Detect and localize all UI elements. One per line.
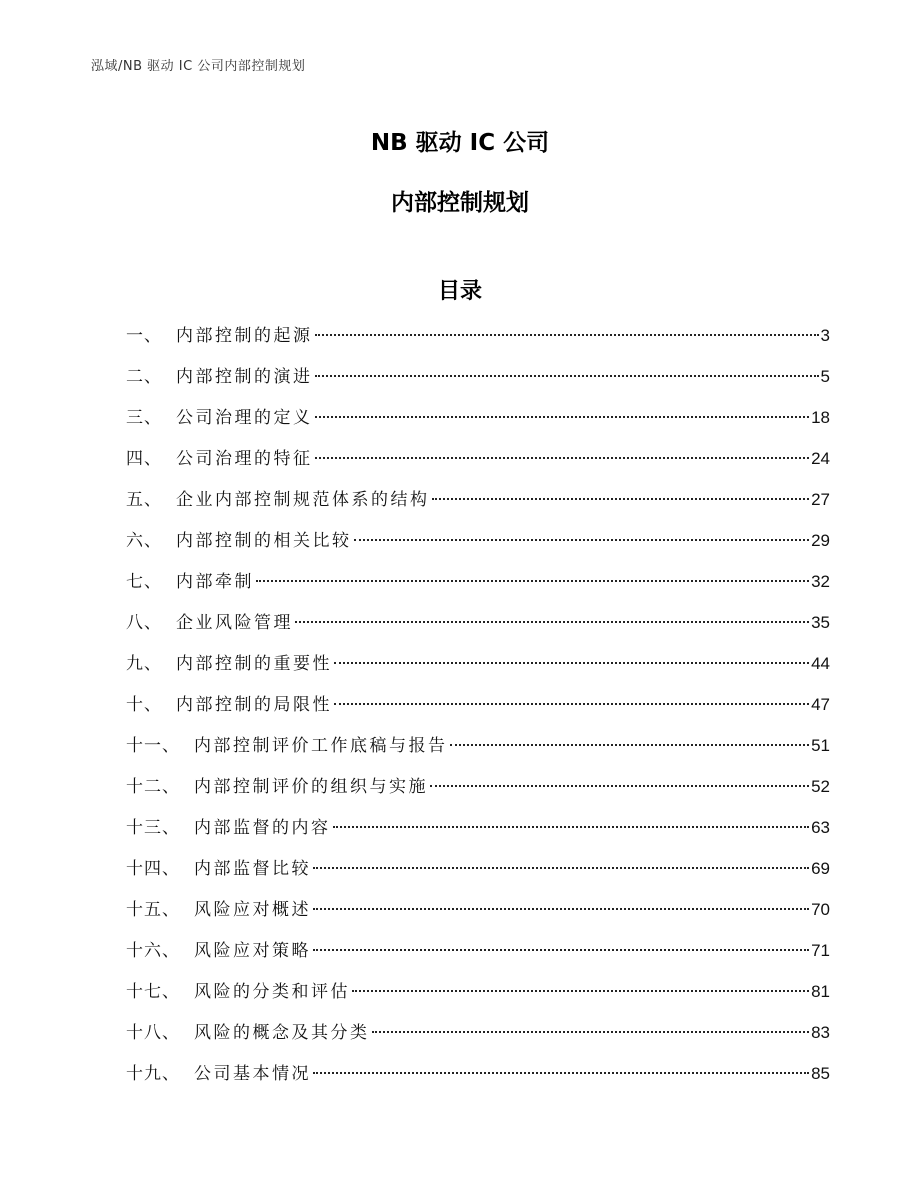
toc-entry-number: 二、 [126, 367, 162, 387]
toc-entry-title: 内部监督的内容 [194, 818, 331, 838]
toc-entry[interactable] [126, 570, 830, 611]
toc-entry-title: 内部控制的相关比较 [176, 531, 352, 551]
toc-entry-number: 十九、 [126, 1064, 180, 1084]
toc-leader-dots [313, 867, 809, 869]
toc-leader-dots [313, 949, 809, 951]
toc-entry[interactable] [126, 611, 830, 652]
toc-entry-page: 85 [811, 1064, 830, 1083]
toc-leader-dots [315, 334, 819, 336]
toc-entry-page: 69 [811, 859, 830, 878]
toc-entry[interactable] [126, 775, 830, 816]
toc-leader-dots [313, 1072, 809, 1074]
document-subtitle: 内部控制规划 [391, 190, 529, 216]
toc-entry-number: 十一、 [126, 736, 180, 756]
toc-entry-number: 十、 [126, 695, 162, 715]
toc-leader-dots [334, 703, 809, 705]
toc-entry-title: 内部控制评价的组织与实施 [194, 777, 428, 797]
toc-entry[interactable] [126, 898, 830, 939]
toc-entry[interactable] [126, 488, 830, 529]
toc-entry-title: 风险的概念及其分类 [194, 1023, 370, 1043]
toc-entry-title: 风险的分类和评估 [194, 982, 350, 1002]
toc-entry-page: 47 [811, 695, 830, 714]
toc-entry-page: 71 [811, 941, 830, 960]
toc-entry-number: 九、 [126, 654, 162, 674]
toc-entry-title: 风险应对概述 [194, 900, 311, 920]
toc-leader-dots [313, 908, 809, 910]
toc-leader-dots [315, 457, 810, 459]
toc-entry-number: 四、 [126, 449, 162, 469]
toc-leader-dots [352, 990, 809, 992]
toc-entry-page: 3 [820, 326, 830, 345]
toc-entry-number: 十五、 [126, 900, 180, 920]
toc-leader-dots [354, 539, 810, 541]
toc-entry-number: 十二、 [126, 777, 180, 797]
running-header: 泓域/NB 驱动 IC 公司内部控制规划 [91, 59, 306, 74]
toc-leader-dots [315, 375, 819, 377]
toc-entry-page: 29 [811, 531, 830, 550]
toc-entry-title: 公司治理的特征 [176, 449, 313, 469]
toc-entry-number: 三、 [126, 408, 162, 428]
toc-entry-title: 企业内部控制规范体系的结构 [176, 490, 430, 510]
toc-entry-page: 32 [811, 572, 830, 591]
toc-entry[interactable] [126, 406, 830, 447]
toc-leader-dots [432, 498, 810, 500]
toc-leader-dots [295, 621, 809, 623]
toc-entry[interactable] [126, 324, 830, 365]
toc-entry[interactable] [126, 857, 830, 898]
toc-entry-page: 24 [811, 449, 830, 468]
toc-entry-page: 63 [811, 818, 830, 837]
toc-entry[interactable] [126, 980, 830, 1021]
toc-entry-number: 一、 [126, 326, 162, 346]
company-title: NB 驱动 IC 公司 [370, 130, 550, 156]
toc-entry-title: 内部控制的演进 [176, 367, 313, 387]
toc-entry-page: 81 [811, 982, 830, 1001]
toc-entry-title: 内部控制评价工作底稿与报告 [194, 736, 448, 756]
toc-entry-page: 27 [811, 490, 830, 509]
toc-entry-number: 十三、 [126, 818, 180, 838]
toc-entry-page: 52 [811, 777, 830, 796]
toc-entry[interactable] [126, 447, 830, 488]
toc-entry-number: 七、 [126, 572, 162, 592]
toc-entry[interactable] [126, 816, 830, 857]
toc-entry[interactable] [126, 529, 830, 570]
toc-entry-page: 51 [811, 736, 830, 755]
toc-entry-title: 公司基本情况 [194, 1064, 311, 1084]
toc-entry[interactable] [126, 1021, 830, 1062]
toc-entry-number: 五、 [126, 490, 162, 510]
toc-leader-dots [372, 1031, 810, 1033]
toc-entry-title: 内部牵制 [176, 572, 254, 592]
toc-entry-title: 企业风险管理 [176, 613, 293, 633]
toc-entry[interactable] [126, 365, 830, 406]
toc-entry-number: 十六、 [126, 941, 180, 961]
toc-entry-title: 内部控制的重要性 [176, 654, 332, 674]
toc-heading: 目录 [437, 279, 482, 304]
toc-entry-number: 十四、 [126, 859, 180, 879]
toc-leader-dots [315, 416, 810, 418]
toc-entry-title: 内部控制的局限性 [176, 695, 332, 715]
toc-entry-title: 风险应对策略 [194, 941, 311, 961]
table-of-contents [126, 324, 830, 1103]
toc-entry-page: 5 [820, 367, 830, 386]
toc-entry-title: 内部控制的起源 [176, 326, 313, 346]
toc-entry[interactable] [126, 734, 830, 775]
toc-leader-dots [333, 826, 810, 828]
toc-entry[interactable] [126, 1062, 830, 1103]
toc-entry-page: 83 [811, 1023, 830, 1042]
toc-entry-page: 35 [811, 613, 830, 632]
toc-entry-page: 44 [811, 654, 830, 673]
toc-entry[interactable] [126, 652, 830, 693]
toc-leader-dots [334, 662, 809, 664]
toc-entry-title: 公司治理的定义 [176, 408, 313, 428]
toc-entry-number: 十八、 [126, 1023, 180, 1043]
toc-leader-dots [430, 785, 809, 787]
toc-entry-page: 70 [811, 900, 830, 919]
toc-leader-dots [256, 580, 809, 582]
toc-entry[interactable] [126, 693, 830, 734]
toc-entry-number: 十七、 [126, 982, 180, 1002]
toc-entry-number: 六、 [126, 531, 162, 551]
toc-entry[interactable] [126, 939, 830, 980]
toc-leader-dots [450, 744, 810, 746]
toc-entry-page: 18 [811, 408, 830, 427]
toc-entry-number: 八、 [126, 613, 162, 633]
toc-entry-title: 内部监督比较 [194, 859, 311, 879]
